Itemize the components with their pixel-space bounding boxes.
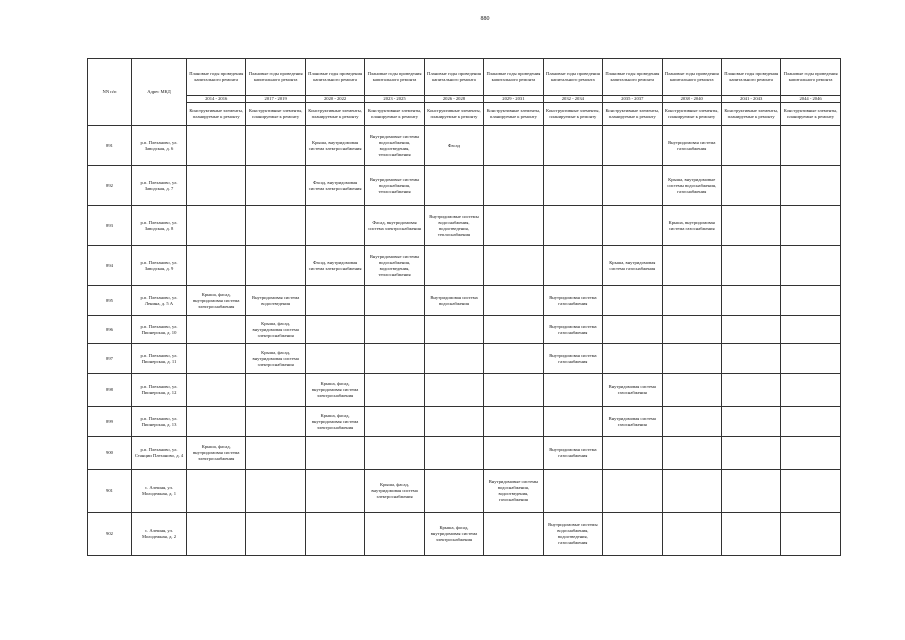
repair-elements-cell: Крыша, фасад, внутридомовая система электроснабжения (187, 286, 246, 316)
row-address: р.п. Плеханово, ул. Пионерская, д. 11 (132, 344, 187, 374)
period-years: 2023 - 2025 (365, 96, 424, 103)
row-number: 894 (88, 246, 132, 286)
period-elements: Конструктивные элементы, планируемые к ремонту (305, 103, 364, 126)
repair-elements-cell (662, 344, 721, 374)
repair-elements-cell: Внутридомовая система водоснабжения (424, 286, 483, 316)
repair-elements-cell (484, 206, 543, 246)
repair-elements-cell: Внутридомовая система газоснабжения (603, 374, 662, 407)
table-row (88, 513, 841, 556)
repair-elements-cell: Внутридомовые системы водоснабжения, водоотведения, газоснабжения (543, 513, 602, 556)
repair-elements-cell (543, 206, 602, 246)
period-elements: Конструктивные элементы, планируемые к ремонту (603, 103, 662, 126)
repair-elements-cell: Внутридомовая система газоснабжения (543, 316, 602, 344)
row-address: р.п. Плеханово, ул. Станции Плеханово, д. 4 (132, 437, 187, 470)
row-number: 893 (88, 206, 132, 246)
repair-elements-cell (187, 316, 246, 344)
repair-elements-cell (484, 407, 543, 437)
period-elements: Конструктивные элементы, планируемые к ремонту (484, 103, 543, 126)
repair-elements-cell (662, 246, 721, 286)
repair-elements-cell (365, 286, 424, 316)
repair-elements-cell (305, 286, 364, 316)
repair-elements-cell (662, 374, 721, 407)
repair-elements-cell (365, 344, 424, 374)
period-years: 2032 - 2034 (543, 96, 602, 103)
row-address: р.п. Плеханово, ул. Заводская, д. 6 (132, 126, 187, 166)
period-years: 2020 - 2022 (305, 96, 364, 103)
repair-elements-cell (365, 407, 424, 437)
repair-elements-cell (721, 407, 780, 437)
period-elements: Конструктивные элементы, планируемые к ремонту (187, 103, 246, 126)
table-row (88, 344, 841, 374)
period-elements: Конструктивные элементы, планируемые к ремонту (781, 103, 840, 126)
table-row (88, 374, 841, 407)
row-address: р.п. Плеханово, ул. Ленина, д. 5 А (132, 286, 187, 316)
repair-elements-cell (484, 246, 543, 286)
period-years: 2044 - 2046 (781, 96, 840, 103)
repair-elements-cell (662, 437, 721, 470)
repair-elements-cell (781, 407, 840, 437)
repair-elements-cell (187, 126, 246, 166)
repair-elements-cell (662, 470, 721, 513)
table-row (88, 166, 841, 206)
period-years: 2014 - 2016 (187, 96, 246, 103)
row-number: 900 (88, 437, 132, 470)
repair-elements-cell (246, 513, 305, 556)
row-number: 892 (88, 166, 132, 206)
header-elements-row (88, 103, 841, 126)
row-number: 896 (88, 316, 132, 344)
period-years: 2026 - 2028 (424, 96, 483, 103)
row-address: с. Алешня, ул. Молодежная, д. 1 (132, 470, 187, 513)
repair-elements-cell (781, 206, 840, 246)
repair-elements-cell (187, 206, 246, 246)
col-num-header: NN п/п (88, 59, 132, 126)
period-elements: Конструктивные элементы, планируемые к ремонту (662, 103, 721, 126)
repair-elements-cell (187, 344, 246, 374)
repair-elements-cell: Внутридомовая система газоснабжения (543, 344, 602, 374)
repair-elements-cell (484, 437, 543, 470)
repair-elements-cell (662, 407, 721, 437)
capital-repair-table (87, 58, 841, 556)
repair-elements-cell (484, 316, 543, 344)
repair-elements-cell (246, 437, 305, 470)
repair-elements-cell (187, 407, 246, 437)
row-address: р.п. Плеханово, ул. Заводская, д. 8 (132, 206, 187, 246)
repair-elements-cell (365, 374, 424, 407)
repair-elements-cell: Фасад, внутридомовая система электроснабжения (305, 166, 364, 206)
repair-elements-cell (246, 374, 305, 407)
repair-elements-cell (484, 166, 543, 206)
table-row (88, 437, 841, 470)
repair-elements-cell (187, 246, 246, 286)
repair-elements-cell: Внутридомовые системы водоснабжения, водоотведения, теплоснабжения (365, 126, 424, 166)
repair-elements-cell (603, 437, 662, 470)
period-title: Плановые годы проведения капитального ремонта (365, 59, 424, 96)
period-title: Плановые годы проведения капитального ремонта (305, 59, 364, 96)
repair-elements-cell (305, 206, 364, 246)
repair-elements-cell (721, 513, 780, 556)
repair-elements-cell (603, 513, 662, 556)
period-years: 2041 - 2043 (721, 96, 780, 103)
repair-elements-cell (721, 437, 780, 470)
repair-elements-cell (603, 126, 662, 166)
repair-elements-cell (603, 470, 662, 513)
repair-elements-cell: Внутридомовая система водоотведения (246, 286, 305, 316)
repair-elements-cell (305, 513, 364, 556)
col-addr-header: Адрес МКД (132, 59, 187, 126)
repair-elements-cell (721, 126, 780, 166)
repair-elements-cell (246, 126, 305, 166)
repair-elements-cell (424, 246, 483, 286)
repair-elements-cell (721, 344, 780, 374)
repair-elements-cell (484, 374, 543, 407)
repair-elements-cell (424, 407, 483, 437)
repair-elements-cell (187, 374, 246, 407)
row-address: с. Алешня, ул. Молодежная, д. 2 (132, 513, 187, 556)
row-address: р.п. Плеханово, ул. Заводская, д. 9 (132, 246, 187, 286)
repair-elements-cell (424, 374, 483, 407)
row-number: 897 (88, 344, 132, 374)
repair-elements-cell (721, 470, 780, 513)
repair-elements-cell (721, 206, 780, 246)
table-body (88, 126, 841, 556)
repair-elements-cell (603, 166, 662, 206)
period-elements: Конструктивные элементы, планируемые к ремонту (721, 103, 780, 126)
repair-elements-cell (187, 470, 246, 513)
row-number: 898 (88, 374, 132, 407)
repair-elements-cell (603, 206, 662, 246)
period-elements: Конструктивные элементы, планируемые к ремонту (246, 103, 305, 126)
table-row (88, 126, 841, 166)
repair-elements-cell: Крыша, внутридомовая система газоснабжения (603, 246, 662, 286)
repair-elements-cell: Внутридомовая система газоснабжения (603, 407, 662, 437)
repair-elements-cell (305, 437, 364, 470)
period-years: 2038 - 2040 (662, 96, 721, 103)
header-years-row (88, 96, 841, 103)
row-address: р.п. Плеханово, ул. Пионерская, д. 12 (132, 374, 187, 407)
repair-elements-cell: Крыша, внутридомовые системы водоснабжения, газоснабжения (662, 166, 721, 206)
row-address: р.п. Плеханово, ул. Заводская, д. 7 (132, 166, 187, 206)
repair-elements-cell (305, 470, 364, 513)
repair-elements-cell (424, 437, 483, 470)
repair-elements-cell: Внутридомовая система газоснабжения (543, 437, 602, 470)
repair-elements-cell (543, 126, 602, 166)
repair-elements-cell (721, 374, 780, 407)
repair-elements-cell (305, 344, 364, 374)
period-title: Плановые годы проведения капитального ремонта (662, 59, 721, 96)
repair-elements-cell: Фасад, внутридомовая система электроснабжения (365, 206, 424, 246)
period-title: Плановые годы проведения капитального ремонта (424, 59, 483, 96)
period-elements: Конструктивные элементы, планируемые к ремонту (543, 103, 602, 126)
repair-elements-cell (781, 513, 840, 556)
repair-elements-cell (662, 286, 721, 316)
row-number: 901 (88, 470, 132, 513)
repair-elements-cell (781, 246, 840, 286)
repair-elements-cell (721, 286, 780, 316)
row-number: 891 (88, 126, 132, 166)
repair-elements-cell (365, 316, 424, 344)
period-title: Плановые годы проведения капитального ремонта (246, 59, 305, 96)
repair-elements-cell (781, 344, 840, 374)
repair-elements-cell (365, 437, 424, 470)
repair-elements-cell (543, 470, 602, 513)
repair-elements-cell (721, 316, 780, 344)
repair-elements-cell (424, 344, 483, 374)
repair-elements-cell: Крыша, фасад, внутридомовая система электроснабжения (424, 513, 483, 556)
period-years: 2017 - 2019 (246, 96, 305, 103)
repair-elements-cell (543, 246, 602, 286)
period-title: Плановые годы проведения капитального ремонта (721, 59, 780, 96)
repair-elements-cell: Фасад, внутридомовая система электроснабжения (305, 246, 364, 286)
repair-elements-cell: Крыша, фасад, внутридомовая система электроснабжения (187, 437, 246, 470)
repair-elements-cell (424, 166, 483, 206)
repair-elements-cell (781, 437, 840, 470)
repair-elements-cell (721, 166, 780, 206)
repair-elements-cell: Крыша, внутридомовая система электроснабжения (305, 126, 364, 166)
table-header (88, 59, 841, 126)
repair-elements-cell: Внутридомовая система газоснабжения (662, 126, 721, 166)
repair-elements-cell (543, 407, 602, 437)
period-title: Плановые годы проведения капитального ремонта (781, 59, 840, 96)
repair-elements-cell (603, 316, 662, 344)
period-title: Плановые годы проведения капитального ремонта (603, 59, 662, 96)
period-elements: Конструктивные элементы, планируемые к ремонту (424, 103, 483, 126)
repair-elements-cell (187, 166, 246, 206)
row-address: р.п. Плеханово, ул. Пионерская, д. 10 (132, 316, 187, 344)
repair-elements-cell (484, 126, 543, 166)
repair-elements-cell (543, 374, 602, 407)
period-title: Плановые годы проведения капитального ремонта (187, 59, 246, 96)
repair-elements-cell: Крыша, фасад, внутридомовая система электроснабжения (246, 316, 305, 344)
repair-elements-cell (484, 513, 543, 556)
repair-elements-cell (721, 246, 780, 286)
repair-elements-cell (543, 166, 602, 206)
table-row (88, 470, 841, 513)
repair-elements-cell (781, 286, 840, 316)
repair-elements-cell (484, 344, 543, 374)
repair-elements-cell (781, 374, 840, 407)
period-years: 2035 - 2037 (603, 96, 662, 103)
repair-elements-cell (246, 166, 305, 206)
repair-elements-cell (603, 344, 662, 374)
table-row (88, 206, 841, 246)
header-period-row (88, 59, 841, 96)
repair-elements-cell: Крыша, фасад, внутридомовая система электроснабжения (246, 344, 305, 374)
repair-elements-cell (305, 316, 364, 344)
repair-elements-cell (781, 126, 840, 166)
table-row (88, 246, 841, 286)
repair-elements-cell (365, 513, 424, 556)
repair-elements-cell (424, 316, 483, 344)
repair-elements-cell: Крыша, фасад, внутридомовая система электроснабжения (305, 374, 364, 407)
row-address: р.п. Плеханово, ул. Пионерская, д. 13 (132, 407, 187, 437)
repair-elements-cell (662, 316, 721, 344)
table-row (88, 316, 841, 344)
repair-elements-cell: Крыша, фасад, внутридомовая система электроснабжения (305, 407, 364, 437)
repair-elements-cell (187, 513, 246, 556)
repair-elements-cell (781, 470, 840, 513)
repair-elements-cell (484, 286, 543, 316)
row-number: 895 (88, 286, 132, 316)
repair-elements-cell: Внутридомовые системы водоснабжения, водоотведения, теплоснабжения (365, 246, 424, 286)
repair-elements-cell (424, 470, 483, 513)
period-title: Плановые годы проведения капитального ремонта (543, 59, 602, 96)
repair-elements-cell (246, 407, 305, 437)
period-elements: Конструктивные элементы, планируемые к ремонту (365, 103, 424, 126)
repair-elements-cell: Внутридомовые системы водоснабжения, водоотведения, теплоснабжения (424, 206, 483, 246)
period-title: Плановые годы проведения капитального ремонта (484, 59, 543, 96)
repair-elements-cell: Фасад (424, 126, 483, 166)
repair-elements-cell (781, 166, 840, 206)
repair-elements-cell (246, 246, 305, 286)
repair-elements-cell: Крыша, фасад, внутридомовая система электроснабжения (365, 470, 424, 513)
repair-elements-cell: Внутридомовые системы водоснабжения, водоотведения, газоснабжения (484, 470, 543, 513)
row-number: 899 (88, 407, 132, 437)
repair-elements-cell: Крыша, внутридомовая система газоснабжения (662, 206, 721, 246)
page-number: 880 (480, 16, 490, 22)
row-number: 902 (88, 513, 132, 556)
repair-elements-cell: Внутридомовые системы водоснабжения, теплоснабжения (365, 166, 424, 206)
repair-elements-cell (662, 513, 721, 556)
repair-elements-cell (246, 206, 305, 246)
repair-elements-cell (603, 286, 662, 316)
repair-elements-cell (781, 316, 840, 344)
period-years: 2029 - 2031 (484, 96, 543, 103)
table-row (88, 286, 841, 316)
repair-elements-cell (246, 470, 305, 513)
table-row (88, 407, 841, 437)
repair-elements-cell: Внутридомовая система газоснабжения (543, 286, 602, 316)
